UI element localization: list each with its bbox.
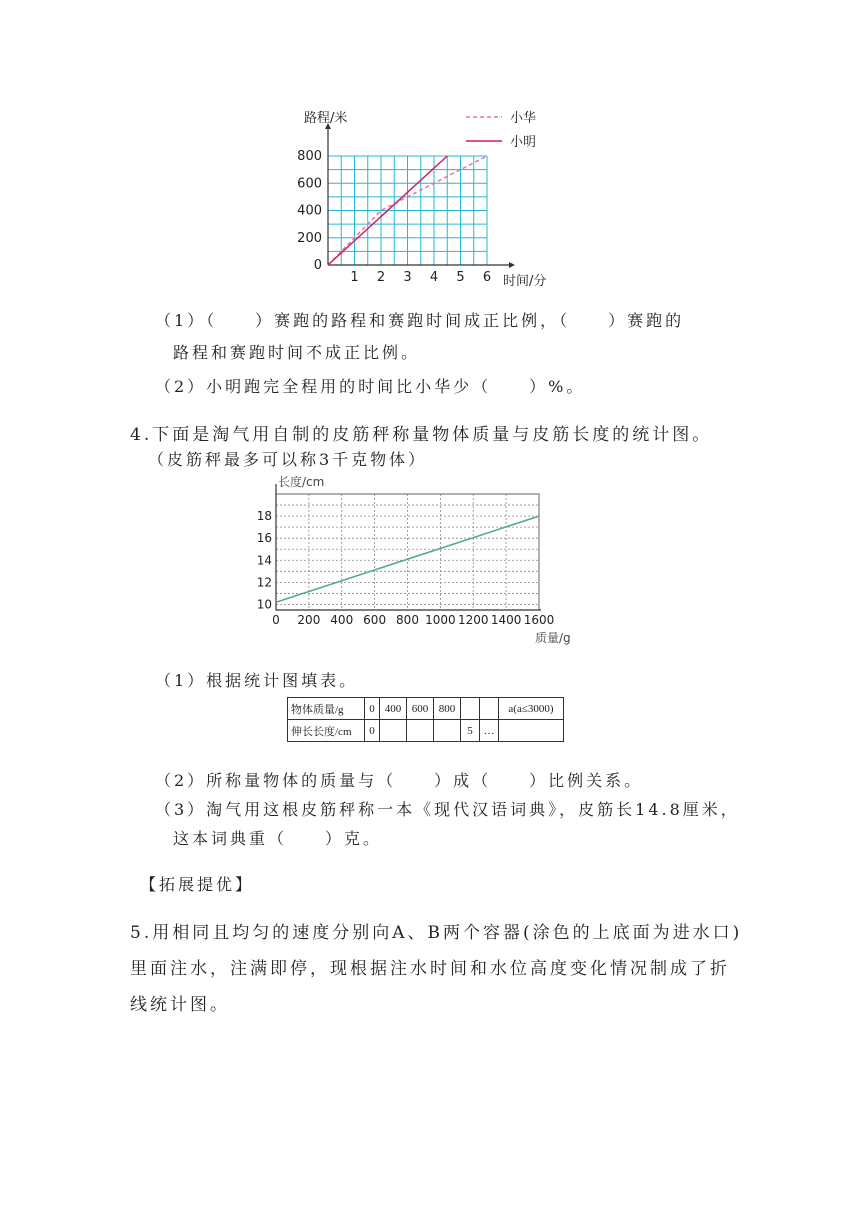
x-tick-label: 1 <box>350 270 359 285</box>
y-tick-label: 16 <box>256 531 272 546</box>
table-cell: 5 <box>461 720 480 742</box>
y-axis-label: 路程/米 <box>304 111 348 126</box>
q4-subtitle: （皮筋秤最多可以称3千克物体） <box>148 450 428 469</box>
y-tick-label: 0 <box>313 258 322 273</box>
legend-label: 小明 <box>510 135 537 150</box>
y-tick-label: 10 <box>256 597 272 612</box>
table-cell[interactable] <box>434 720 461 742</box>
q3-part1-line1: （1）（ ）赛跑的路程和赛跑时间成正比例，（ ）赛跑的 <box>155 311 685 330</box>
y-axis-label: 长度/cm <box>278 475 325 489</box>
q5-line1: 5.用相同且均匀的速度分别向A、B两个容器(涂色的上底面为进水口) <box>130 923 743 943</box>
q4-part3-line2: 这本词典重（ ）克。 <box>173 829 383 848</box>
table-cell[interactable] <box>461 698 480 720</box>
y-tick-label: 14 <box>256 553 272 568</box>
table-row-mass <box>288 698 564 720</box>
x-tick-label: 4 <box>429 270 439 285</box>
y-tick-label: 800 <box>297 149 322 164</box>
table-cell: 800 <box>434 698 461 720</box>
table-cell[interactable] <box>499 720 564 742</box>
table-cell: … <box>480 720 499 742</box>
q5-line3: 线统计图。 <box>130 995 230 1015</box>
q4-part3-line1: （3）淘气用这根皮筋秤称一本《现代汉语词典》，皮筋长14.8厘米， <box>155 800 740 819</box>
y-tick-label: 400 <box>297 203 322 219</box>
table-cell: 0 <box>365 698 380 720</box>
table-cell: 600 <box>407 698 434 720</box>
table-cell: 物体质量/g <box>288 698 365 720</box>
table-cell: a(a≤3000) <box>499 698 564 720</box>
x-tick-label: 6 <box>482 270 492 285</box>
x-tick-label: 1200 <box>457 613 489 627</box>
x-tick-label: 200 <box>297 613 321 627</box>
table-cell[interactable] <box>407 720 434 742</box>
q5-line2: 里面注水，注满即停，现根据注水时间和水位高度变化情况制成了折 <box>130 959 730 979</box>
table-cell[interactable] <box>380 720 407 742</box>
section-heading: 【拓展提优】 <box>140 875 255 894</box>
table-cell[interactable] <box>480 698 499 720</box>
x-axis-label: 时间/分 <box>503 274 547 289</box>
x-tick-label: 1400 <box>490 613 522 627</box>
q4-title: 4.下面是淘气用自制的皮筋秤称量物体质量与皮筋长度的统计图。 <box>130 425 713 445</box>
x-tick-label: 600 <box>363 613 387 627</box>
y-tick-label: 200 <box>297 230 322 246</box>
x-axis-arrow <box>509 262 515 268</box>
q3-part2: （2）小明跑完全程用的时间比小华少（ ）%。 <box>155 377 586 396</box>
table-row-length <box>288 720 564 742</box>
x-tick-label: 0 <box>272 613 280 627</box>
x-tick-label: 800 <box>396 613 419 627</box>
x-axis-label: 质量/g <box>535 631 571 645</box>
table-cell: 400 <box>380 698 407 720</box>
x-tick-label: 2 <box>376 270 386 285</box>
table-cell: 0 <box>365 720 380 742</box>
race-chart <box>290 100 580 290</box>
x-tick-label: 400 <box>330 613 354 627</box>
band-chart <box>250 470 600 655</box>
y-tick-label: 600 <box>297 176 322 192</box>
table-cell: 伸长长度/cm <box>288 720 365 742</box>
x-tick-label: 1000 <box>425 613 456 627</box>
series-line-1 <box>276 516 539 602</box>
q4-part1: （1）根据统计图填表。 <box>155 671 359 690</box>
fill-table <box>287 697 564 742</box>
q4-part2: （2）所称量物体的质量与（ ）成（ ）比例关系。 <box>155 771 644 790</box>
q3-part1-line2: 路程和赛跑时间不成正比例。 <box>173 343 421 362</box>
x-tick-label: 3 <box>403 270 412 285</box>
y-tick-label: 18 <box>256 509 272 524</box>
x-tick-label: 5 <box>456 270 465 285</box>
x-tick-label: 1600 <box>523 613 555 627</box>
legend-label: 小华 <box>510 111 537 126</box>
y-tick-label: 12 <box>256 575 272 590</box>
